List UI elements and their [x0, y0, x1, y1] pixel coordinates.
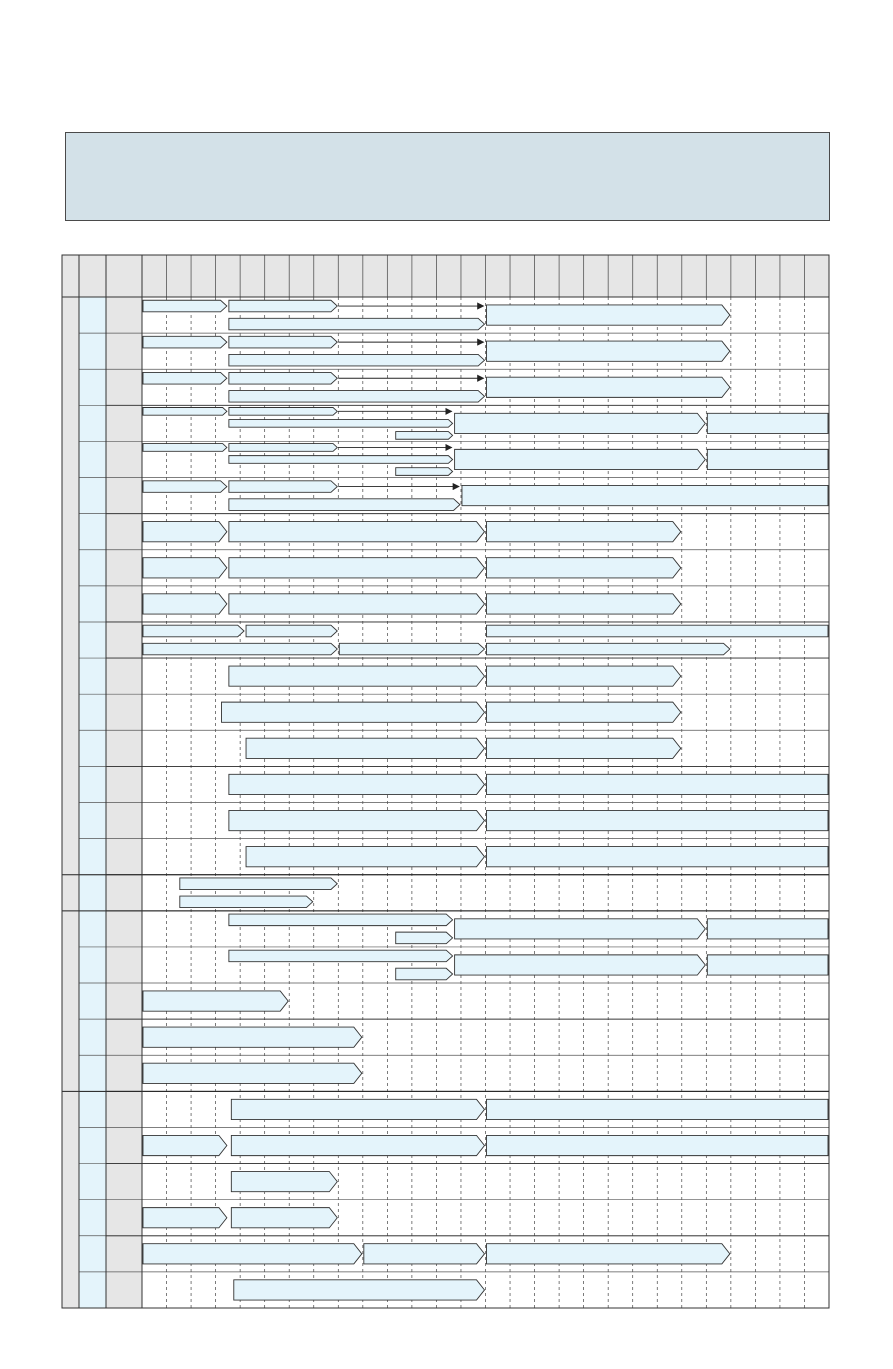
task-bar[interactable]	[229, 318, 485, 330]
task-bar[interactable]	[143, 991, 288, 1011]
task-bar[interactable]	[143, 522, 227, 542]
task-bar[interactable]	[487, 594, 681, 614]
task-bar[interactable]	[143, 444, 227, 452]
task-bar[interactable]	[487, 666, 681, 686]
task-bar[interactable]	[229, 774, 485, 794]
task-bar[interactable]	[396, 468, 453, 476]
task-bar[interactable]	[487, 847, 829, 867]
task-bar[interactable]	[143, 1244, 362, 1264]
task-bar[interactable]	[487, 774, 829, 794]
task-bar[interactable]	[229, 522, 485, 542]
task-bar[interactable]	[487, 810, 829, 830]
task-bar[interactable]	[143, 336, 227, 348]
group-column	[62, 297, 79, 1308]
task-bar[interactable]	[229, 372, 337, 384]
task-bar[interactable]	[707, 919, 828, 939]
task-bar[interactable]	[487, 738, 681, 758]
task-bar[interactable]	[231, 1099, 484, 1119]
task-bar[interactable]	[229, 444, 337, 452]
task-bar[interactable]	[231, 1135, 484, 1155]
task-bar[interactable]	[396, 968, 453, 980]
header-band	[62, 255, 829, 297]
task-bar[interactable]	[487, 702, 681, 722]
task-bar[interactable]	[487, 643, 730, 655]
task-bar[interactable]	[143, 1208, 227, 1228]
task-bar[interactable]	[229, 420, 453, 428]
task-bar[interactable]	[180, 896, 313, 908]
task-bar[interactable]	[229, 558, 485, 578]
task-bar[interactable]	[229, 407, 337, 415]
task-bar[interactable]	[246, 738, 484, 758]
task-bar[interactable]	[487, 305, 730, 325]
task-bar[interactable]	[487, 377, 730, 397]
task-bar[interactable]	[229, 810, 485, 830]
task-bar[interactable]	[143, 643, 337, 655]
task-bar[interactable]	[229, 391, 485, 403]
task-bar[interactable]	[143, 1027, 362, 1047]
task-bar[interactable]	[231, 1208, 337, 1228]
task-bar[interactable]	[462, 485, 828, 505]
task-bar[interactable]	[229, 354, 485, 366]
task-bar[interactable]	[487, 1099, 829, 1119]
task-bar[interactable]	[246, 625, 337, 637]
task-bar[interactable]	[229, 336, 337, 348]
task-bar[interactable]	[455, 413, 706, 433]
task-bar[interactable]	[229, 594, 485, 614]
task-bar[interactable]	[396, 932, 453, 944]
task-bar[interactable]	[143, 1135, 227, 1155]
task-bar[interactable]	[229, 499, 460, 511]
task-bar[interactable]	[487, 1135, 829, 1155]
task-bar[interactable]	[487, 558, 681, 578]
task-bar[interactable]	[231, 1172, 337, 1192]
task-bar[interactable]	[143, 407, 227, 415]
task-bar[interactable]	[143, 372, 227, 384]
task-bar[interactable]	[246, 847, 484, 867]
task-bar[interactable]	[487, 1244, 730, 1264]
task-bar[interactable]	[143, 481, 227, 493]
task-bar[interactable]	[455, 449, 706, 469]
task-bar[interactable]	[229, 914, 453, 926]
task-bar[interactable]	[229, 481, 337, 493]
task-bar[interactable]	[229, 300, 337, 312]
task-bar[interactable]	[229, 666, 485, 686]
task-bar[interactable]	[143, 625, 244, 637]
task-bar[interactable]	[364, 1244, 485, 1264]
task-bar[interactable]	[487, 522, 681, 542]
task-bar[interactable]	[143, 300, 227, 312]
task-bar[interactable]	[234, 1280, 485, 1300]
task-bar[interactable]	[487, 341, 730, 361]
task-bar[interactable]	[222, 702, 485, 722]
task-bar[interactable]	[180, 878, 337, 890]
task-bar[interactable]	[487, 625, 829, 637]
task-bar[interactable]	[143, 594, 227, 614]
task-bar[interactable]	[396, 432, 453, 440]
task-bar[interactable]	[707, 955, 828, 975]
task-bar[interactable]	[229, 950, 453, 962]
task-bar[interactable]	[707, 413, 828, 433]
task-bar[interactable]	[455, 955, 706, 975]
task-bar[interactable]	[339, 643, 484, 655]
task-bar[interactable]	[455, 919, 706, 939]
task-bar[interactable]	[143, 1063, 362, 1083]
task-bar[interactable]	[229, 456, 453, 464]
task-bar[interactable]	[707, 449, 828, 469]
task-bar[interactable]	[143, 558, 227, 578]
